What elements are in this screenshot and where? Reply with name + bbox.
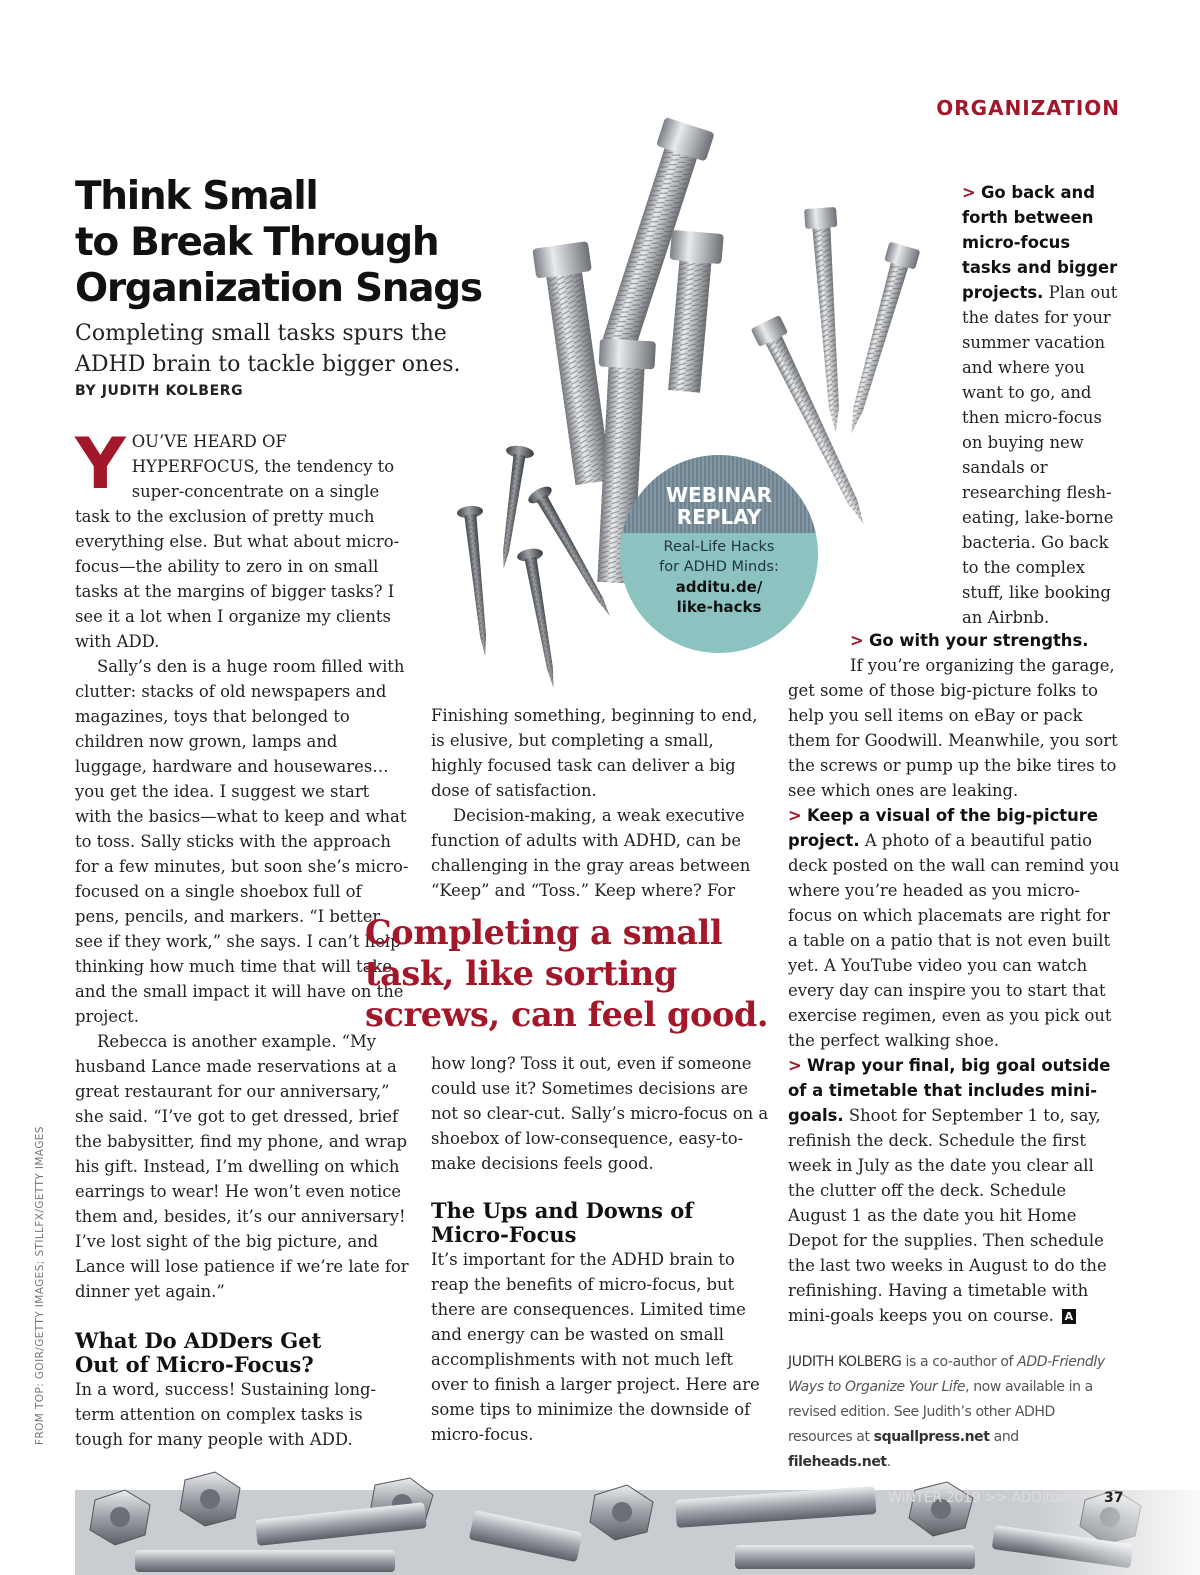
webinar-text: for ADHD Minds: <box>659 559 779 575</box>
wood-screw <box>516 547 566 690</box>
section-label: ORGANIZATION <box>936 96 1120 120</box>
paragraph <box>75 423 410 654</box>
paragraph: It’s important for the ADHD brain to reap the benefits of micro-focus, but there are consequences. Limited time and energy can be wasted on small accomplishments with not much left over to finish a larger project. Here are some tips to minimize the downside of micro-focus. <box>431 1250 760 1444</box>
headline <box>75 174 535 312</box>
column-1 <box>75 423 410 1452</box>
paragraph: Rebecca is another example. “My husband Lance made reservations at a great restaurant for our anniversary,” she said. “I’ve got to get dressed, brief the babysitter, find my phone, and wrap his gift. Instead, I’m dwelling on which earrings to wear! He won’t even notice them and, besides, it’s our anniversary! I’ve lost sight of the big picture, and Lance will lose patience if we’re late for dinner yet again.” <box>75 1032 409 1301</box>
folio-separator: >> <box>984 1490 1008 1506</box>
tip-body: If you’re organizing the garage, get some of those big-picture folks to help you sell items on eBay or pack them for Goodwill. Meanwhile, you sort the screws or pump up the bike tires to see which ones are leaking. <box>788 656 1118 800</box>
webinar-link[interactable]: like-hacks <box>676 598 762 616</box>
bio-text: and <box>993 1429 1019 1445</box>
tip-lead: Go back and forth between micro-focus tasks and bigger projects. <box>962 183 1118 302</box>
paragraph: In a word, success! Sustaining long-term attention on complex tasks is tough for many people with ADD. <box>75 1380 377 1449</box>
pull-quote: Completing a small task, like sorting screws, can feel good. <box>365 913 769 1034</box>
bio-book: ADD-Friendly Ways to Organize Your Life <box>788 1354 1105 1395</box>
tip-lead: Go with your strengths. <box>868 631 1089 650</box>
page-number: 37 <box>1104 1490 1124 1506</box>
column-3 <box>788 180 1123 630</box>
bio-text: , now available in a revised edition. See Judith’s other ADHD resources at <box>788 1379 1093 1445</box>
column-3-continued <box>788 628 1123 1328</box>
tip <box>788 803 1123 1053</box>
end-mark-icon: A <box>1062 1309 1076 1324</box>
headline-line: to Break Through <box>75 220 439 265</box>
lead-in-caps: OU’VE HEARD OF HYPERFOCUS, <box>131 432 287 476</box>
paragraph: Decision-making, a weak executive function of adults with ADHD, can be challenging in the gray areas between “Keep” and “Toss.” Keep where? For <box>431 806 751 900</box>
wood-screw <box>456 505 498 658</box>
byline: BY JUDITH KOLBERG <box>75 383 244 399</box>
paragraph-text: the tendency to super-concentrate on a single task to the exclusion of pretty much everything else. But what about micro-focus—the ability to zero in on small tasks at the margins of bigger tasks? I see it a lot when I organize my clients with ADD. <box>75 457 400 651</box>
webinar-title: WEBINAR <box>665 483 773 507</box>
paragraph: Sally’s den is a huge room filled with clutter: stacks of old newspapers and magazines, toys that belonged to children now grown, lamps and luggage, hardware and housewares… you get the idea. I suggest we start with the basics—what to keep and what to toss. Sally sticks with the approach for a few minutes, but soon she’s micro-focused on a single shoebox full of pens, pencils, and markers. “I better see if they work,” she says. I can’t help thinking how much time that will take, and the small impact it will have on the project. <box>75 657 409 1026</box>
column-2-lower <box>431 1051 769 1447</box>
webinar-title: REPLAY <box>676 505 762 529</box>
tip-lead: Keep a visual of the big-picture project. <box>788 806 1098 850</box>
bio-name: JUDITH KOLBERG <box>788 1354 902 1370</box>
webinar-text: Real-Life Hacks <box>663 539 775 555</box>
section-heading: The Ups and Downs of Micro-Focus <box>431 1198 694 1247</box>
author-bio <box>788 1350 1123 1475</box>
webinar-link[interactable]: additu.de/ <box>675 578 763 596</box>
section-heading: What Do ADDers Get Out of Micro-Focus? <box>75 1328 322 1377</box>
drop-cap: Y <box>75 423 126 505</box>
folio <box>888 1490 1076 1506</box>
tip-marker: > <box>962 183 976 202</box>
folio-issue: WINTER 2019 <box>888 1490 981 1506</box>
tip <box>788 180 1123 630</box>
hardware-photo-strip <box>75 1460 1200 1575</box>
deck-subhead: Completing small tasks spurs the ADHD brain to tackle bigger ones. <box>75 321 461 377</box>
tip-marker: > <box>788 806 802 825</box>
headline-line: Organization Snags <box>75 266 482 311</box>
tip-marker: > <box>850 631 864 650</box>
tip-body: Plan out the dates for your summer vacation and where you want to go, and then micro-focus on buying new sandals or researching flesh-eating, lake-borne bacteria. Go back to the complex stuff, like booking an Airbnb. <box>962 283 1118 627</box>
bolt <box>658 230 724 394</box>
tip-lead: Wrap your final, big goal outside of a timetable that includes mini-goals. <box>788 1056 1111 1125</box>
tip-marker: > <box>788 1056 802 1075</box>
paragraph: Finishing something, beginning to end, is elusive, but completing a small, highly focused task can deliver a big dose of satisfaction. <box>431 706 758 800</box>
paragraph: how long? Toss it out, even if someone could use it? Sometimes decisions are not so clear-cut. Sally’s micro-focus on a shoebox of low-consequence, easy-to-make decisions feels good. <box>431 1054 769 1173</box>
column-2-upper <box>431 703 769 903</box>
photo-credit: FROM TOP: GOIR/GETTY IMAGES; STILLFX/GETTY IMAGES <box>34 1126 46 1445</box>
tip <box>788 628 1123 803</box>
tip <box>788 1053 1123 1328</box>
folio-magazine: ADDitude <box>1011 1490 1077 1506</box>
tip-body: Shoot for September 1 to, say, refinish the deck. Schedule the first week in July as the date you clear all the clutter off the deck. Schedule August 1 as the date you hit Home Depot for the supplies. Then schedule the last two weeks in August to do the refinishing. Having a timetable with mini-goals keeps you on course. <box>788 1106 1107 1325</box>
bio-link[interactable]: squallpress.net <box>873 1429 990 1445</box>
headline-line: Think Small <box>75 174 318 219</box>
tip-body: A photo of a beautiful patio deck posted on the wall can remind you where you’re headed as you micro-focus on which placemats are right for a table on a patio that is not even built yet. A YouTube video you can watch every day can inspire you to start that exercise regimen, even as you pick out the perfect walking shoe. <box>788 831 1120 1050</box>
bio-text: is a co-author of <box>905 1354 1014 1370</box>
